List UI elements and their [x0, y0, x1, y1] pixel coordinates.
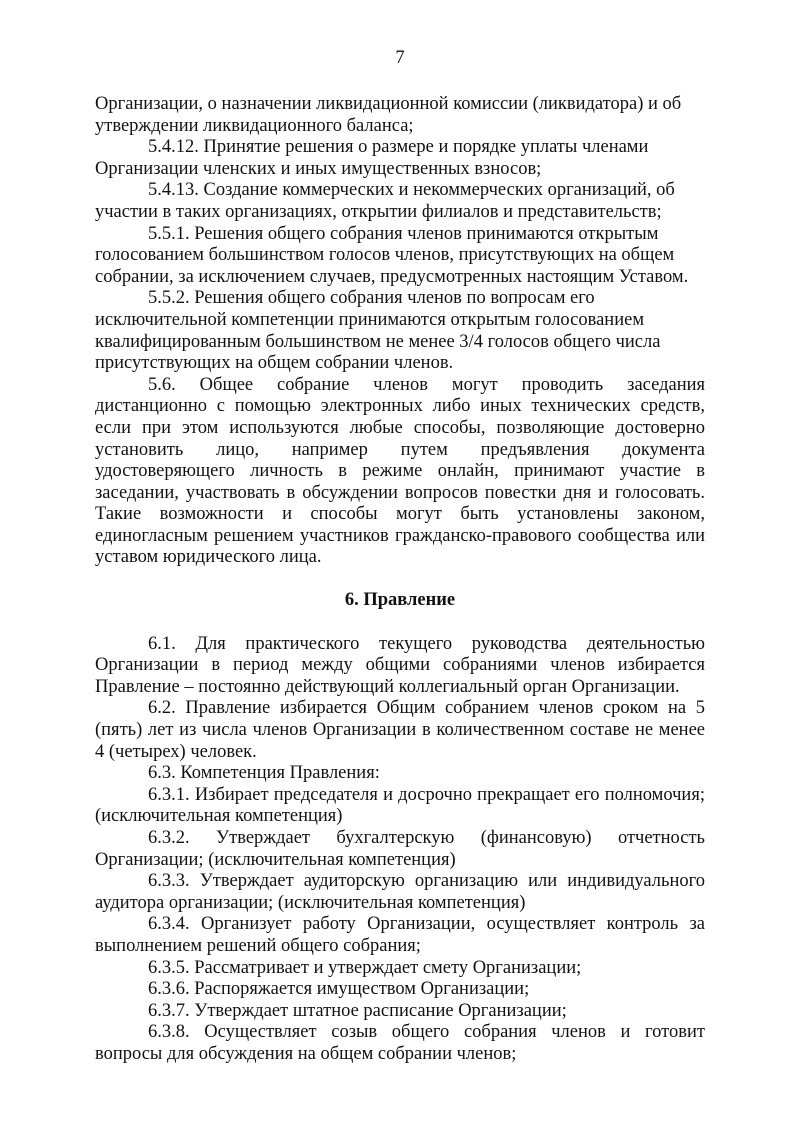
page-number: 7 [395, 48, 405, 68]
paragraph-6-3-5: 6.3.5. Рассматривает и утверждает смету Организации; [148, 957, 582, 978]
paragraph-5-4-13: 5.4.13. Создание коммерческих и некоммерческих организаций, об участии в таких организациях, открытии филиалов и представительств; [95, 180, 675, 222]
paragraph-6-3-3: 6.3.3. Утверждает аудиторскую организацию или индивидуального аудитора организации; (исключительная компетенция) [95, 871, 705, 913]
paragraph-6-3-8: 6.3.8. Осуществляет созыв общего собрания членов и готовит вопросы для обсуждения на общем собрании членов; [95, 1022, 705, 1064]
paragraph-6-3-4: 6.3.4. Организует работу Организации, осуществляет контроль за выполнением решений общего собрания; [95, 914, 705, 956]
section-heading: 6. Правление [344, 590, 456, 611]
paragraph-6-3-6: 6.3.6. Распоряжается имуществом Организации; [148, 979, 530, 1000]
paragraph-5-5-2: 5.5.2. Решения общего собрания членов по вопросам его исключительной компетенции принимаются открытым голосованием квалифицированным большинством не менее 3/4 голосов общего числа присутствующих на общем собрании членов. [95, 288, 661, 374]
paragraph-6-1: 6.1. Для практического текущего руководства деятельностью Организации в период между общими собраниями членов избирается Правление – постоянно действующий коллегиальный орган Организации. [95, 633, 705, 697]
paragraph-5-4-12: 5.4.12. Принятие решения о размере и порядке уплаты членами Организации членских и иных имущественных взносов; [95, 137, 649, 179]
paragraph-5-5-1: 5.5.1. Решения общего собрания членов принимаются открытым голосованием большинством голосов членов, присутствующих на общем собрании, за исключением случаев, предусмотренных настоящим Уставом. [95, 223, 689, 287]
document-body [95, 94, 705, 1066]
paragraph-continuation: Организации, о назначении ликвидационной комиссии (ликвидатора) и об утверждении ликвидационного баланса; [95, 94, 682, 136]
paragraph-6-2: 6.2. Правление избирается Общим собранием членов сроком на 5 (пять) лет из числа членов Организации в количественном составе не менее 4 (четырех) человек. [95, 698, 705, 762]
paragraph-6-3-2: 6.3.2. Утверждает бухгалтерскую (финансовую) отчетность Организации; (исключительная компетенция) [95, 828, 705, 870]
paragraph-6-3-7: 6.3.7. Утверждает штатное расписание Организации; [148, 1000, 567, 1021]
paragraph-6-3: 6.3. Компетенция Правления: [148, 763, 380, 784]
paragraph-6-3-1: 6.3.1. Избирает председателя и досрочно прекращает его полномочия; (исключительная компетенция) [95, 784, 705, 827]
section-6-content [95, 634, 705, 1066]
paragraph-5-6: 5.6. Общее собрание членов могут проводить заседания дистанционно с помощью электронных либо иных технических средств, если при этом используются любые способы, позволяющие достоверно установить лицо, например путем предъявления документа удостоверяющего личность в режиме онлайн, принимают участие в заседании, участвовать в обсуждении вопросов повестки дня и голосовать. Такие возможности и способы могут быть установлены законом, единогласным решением участников гражданско-правового сообщества или уставом юридического лица. [95, 374, 705, 568]
section-5-continuation [95, 94, 705, 569]
